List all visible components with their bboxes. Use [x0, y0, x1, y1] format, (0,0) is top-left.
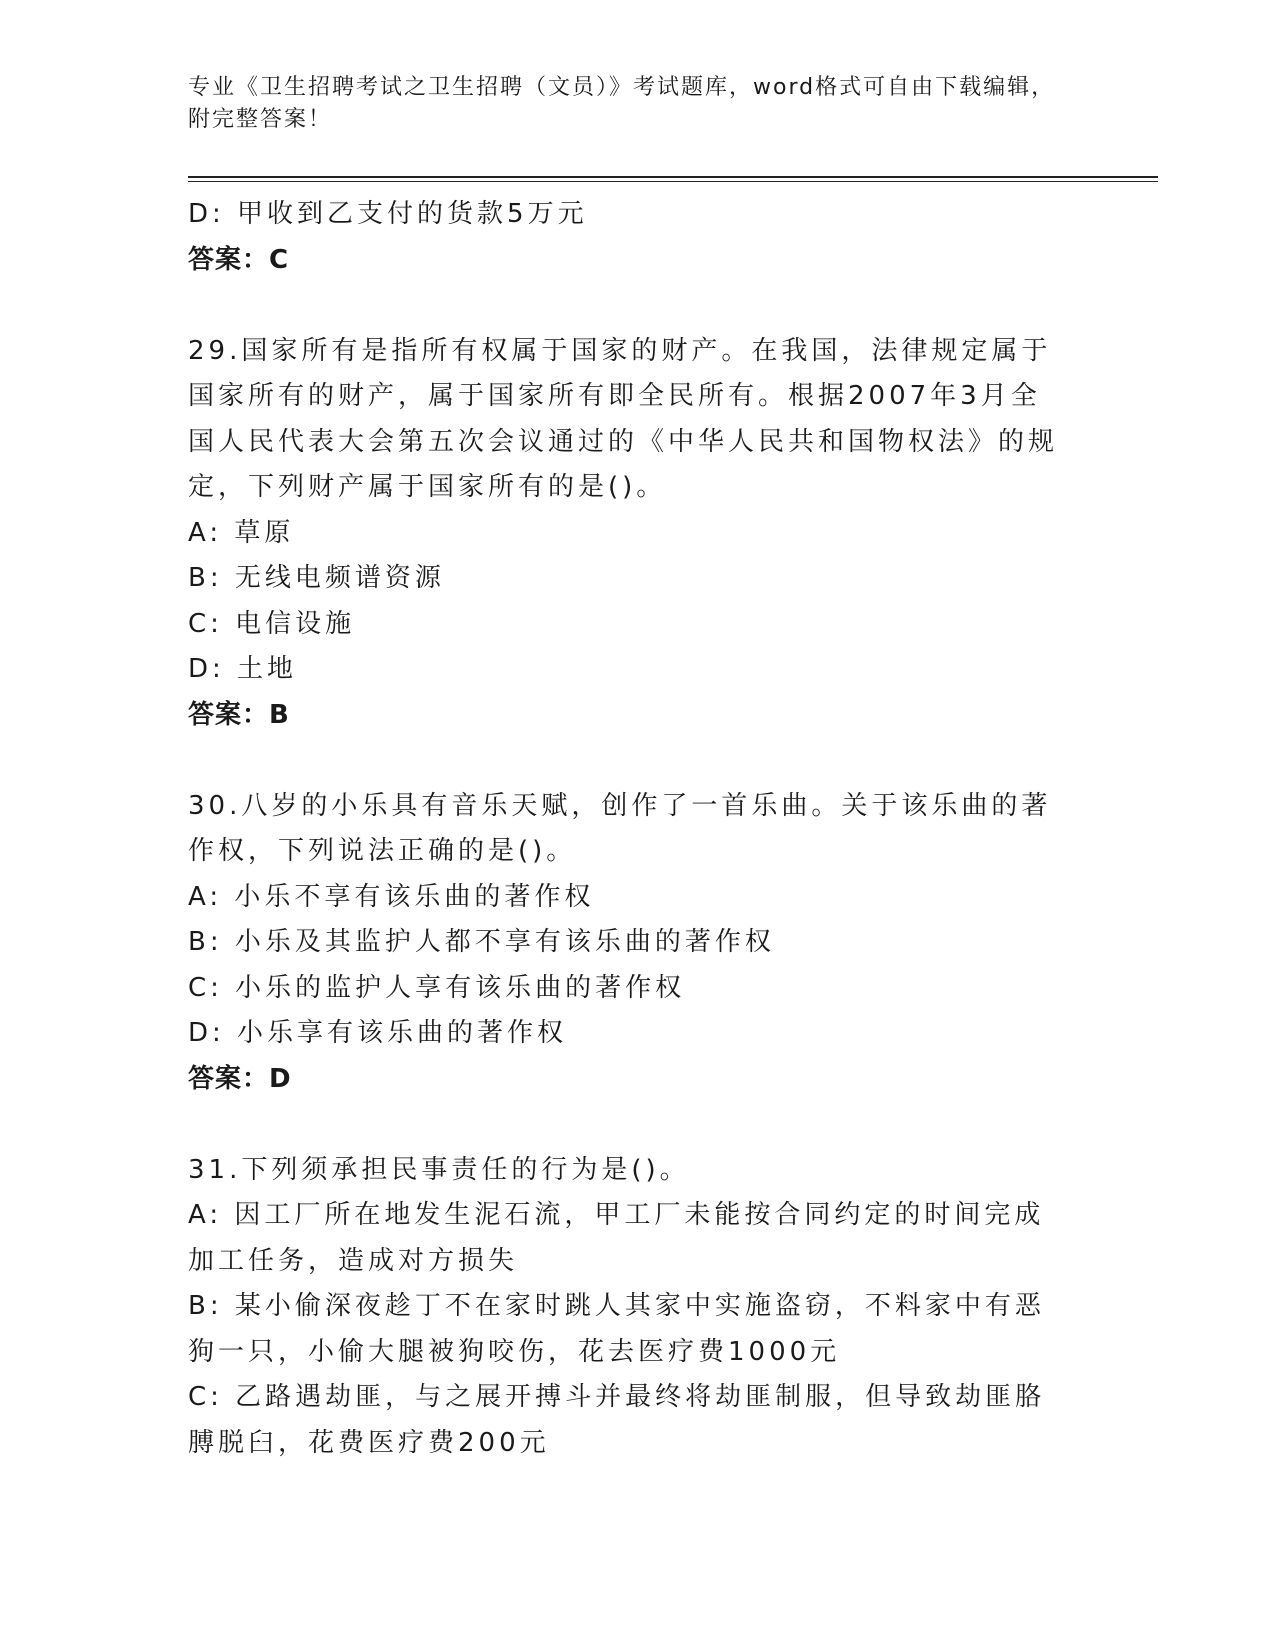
option-a: A: 小乐不享有该乐曲的著作权: [188, 881, 595, 912]
question-stem: 29.国家所有是指所有权属于国家的财产。在我国，法律规定属于国家所有的财产，属于国家所有即全民所有。根据2007年3月全国人民代表大会第五次会议通过的《中华人民共和国物权法》的规定，下列财产属于国家所有的是()。: [188, 335, 1059, 502]
option-a: A: 草原: [188, 517, 295, 548]
document-header: 专业《卫生招聘考试之卫生招聘（文员）》考试题库，word格式可自由下载编辑，附完整答案！: [188, 75, 1056, 132]
option-d: D: 土地: [188, 654, 298, 684]
option-c: C: 电信设施: [188, 608, 356, 639]
spacer: [188, 738, 1068, 784]
header-divider: [188, 176, 1158, 182]
prev-option-d: D: 甲收到乙支付的货款5万元: [188, 199, 588, 229]
question-content: [188, 192, 1068, 1466]
option-c: C: 小乐的监护人享有该乐曲的著作权: [188, 972, 686, 1003]
answer: 答案：D: [188, 1063, 292, 1094]
option-b: B: 小乐及其监护人都不享有该乐曲的著作权: [188, 927, 775, 957]
answer: 答案：B: [188, 699, 290, 730]
spacer: [188, 1102, 1068, 1148]
option-c: C: 乙路遇劫匪，与之展开搏斗并最终将劫匪制服，但导致劫匪胳膊脱臼，花费医疗费200元: [188, 1382, 1046, 1458]
prev-answer: 答案：C: [188, 244, 290, 275]
question-30: [188, 784, 1068, 1103]
option-d: D: 小乐享有该乐曲的著作权: [188, 1018, 568, 1048]
document-page: [188, 72, 1158, 1466]
option-b: B: 某小偷深夜趁丁不在家时跳人其家中实施盗窃，不料家中有恶狗一只，小偷大腿被狗咬伤，花去医疗费1000元: [188, 1291, 1045, 1367]
question-stem: 30.八岁的小乐具有音乐天赋，创作了一首乐曲。关于该乐曲的著作权，下列说法正确的是()。: [188, 790, 1052, 866]
question-31: [188, 1148, 1068, 1467]
question-stem: 31.下列须承担民事责任的行为是()。: [188, 1154, 690, 1185]
spacer: [188, 283, 1068, 329]
question-29: [188, 329, 1068, 739]
option-b: B: 无线电频谱资源: [188, 563, 445, 593]
option-a: A: 因工厂所在地发生泥石流，甲工厂未能按合同约定的时间完成加工任务，造成对方损失: [188, 1200, 1045, 1276]
